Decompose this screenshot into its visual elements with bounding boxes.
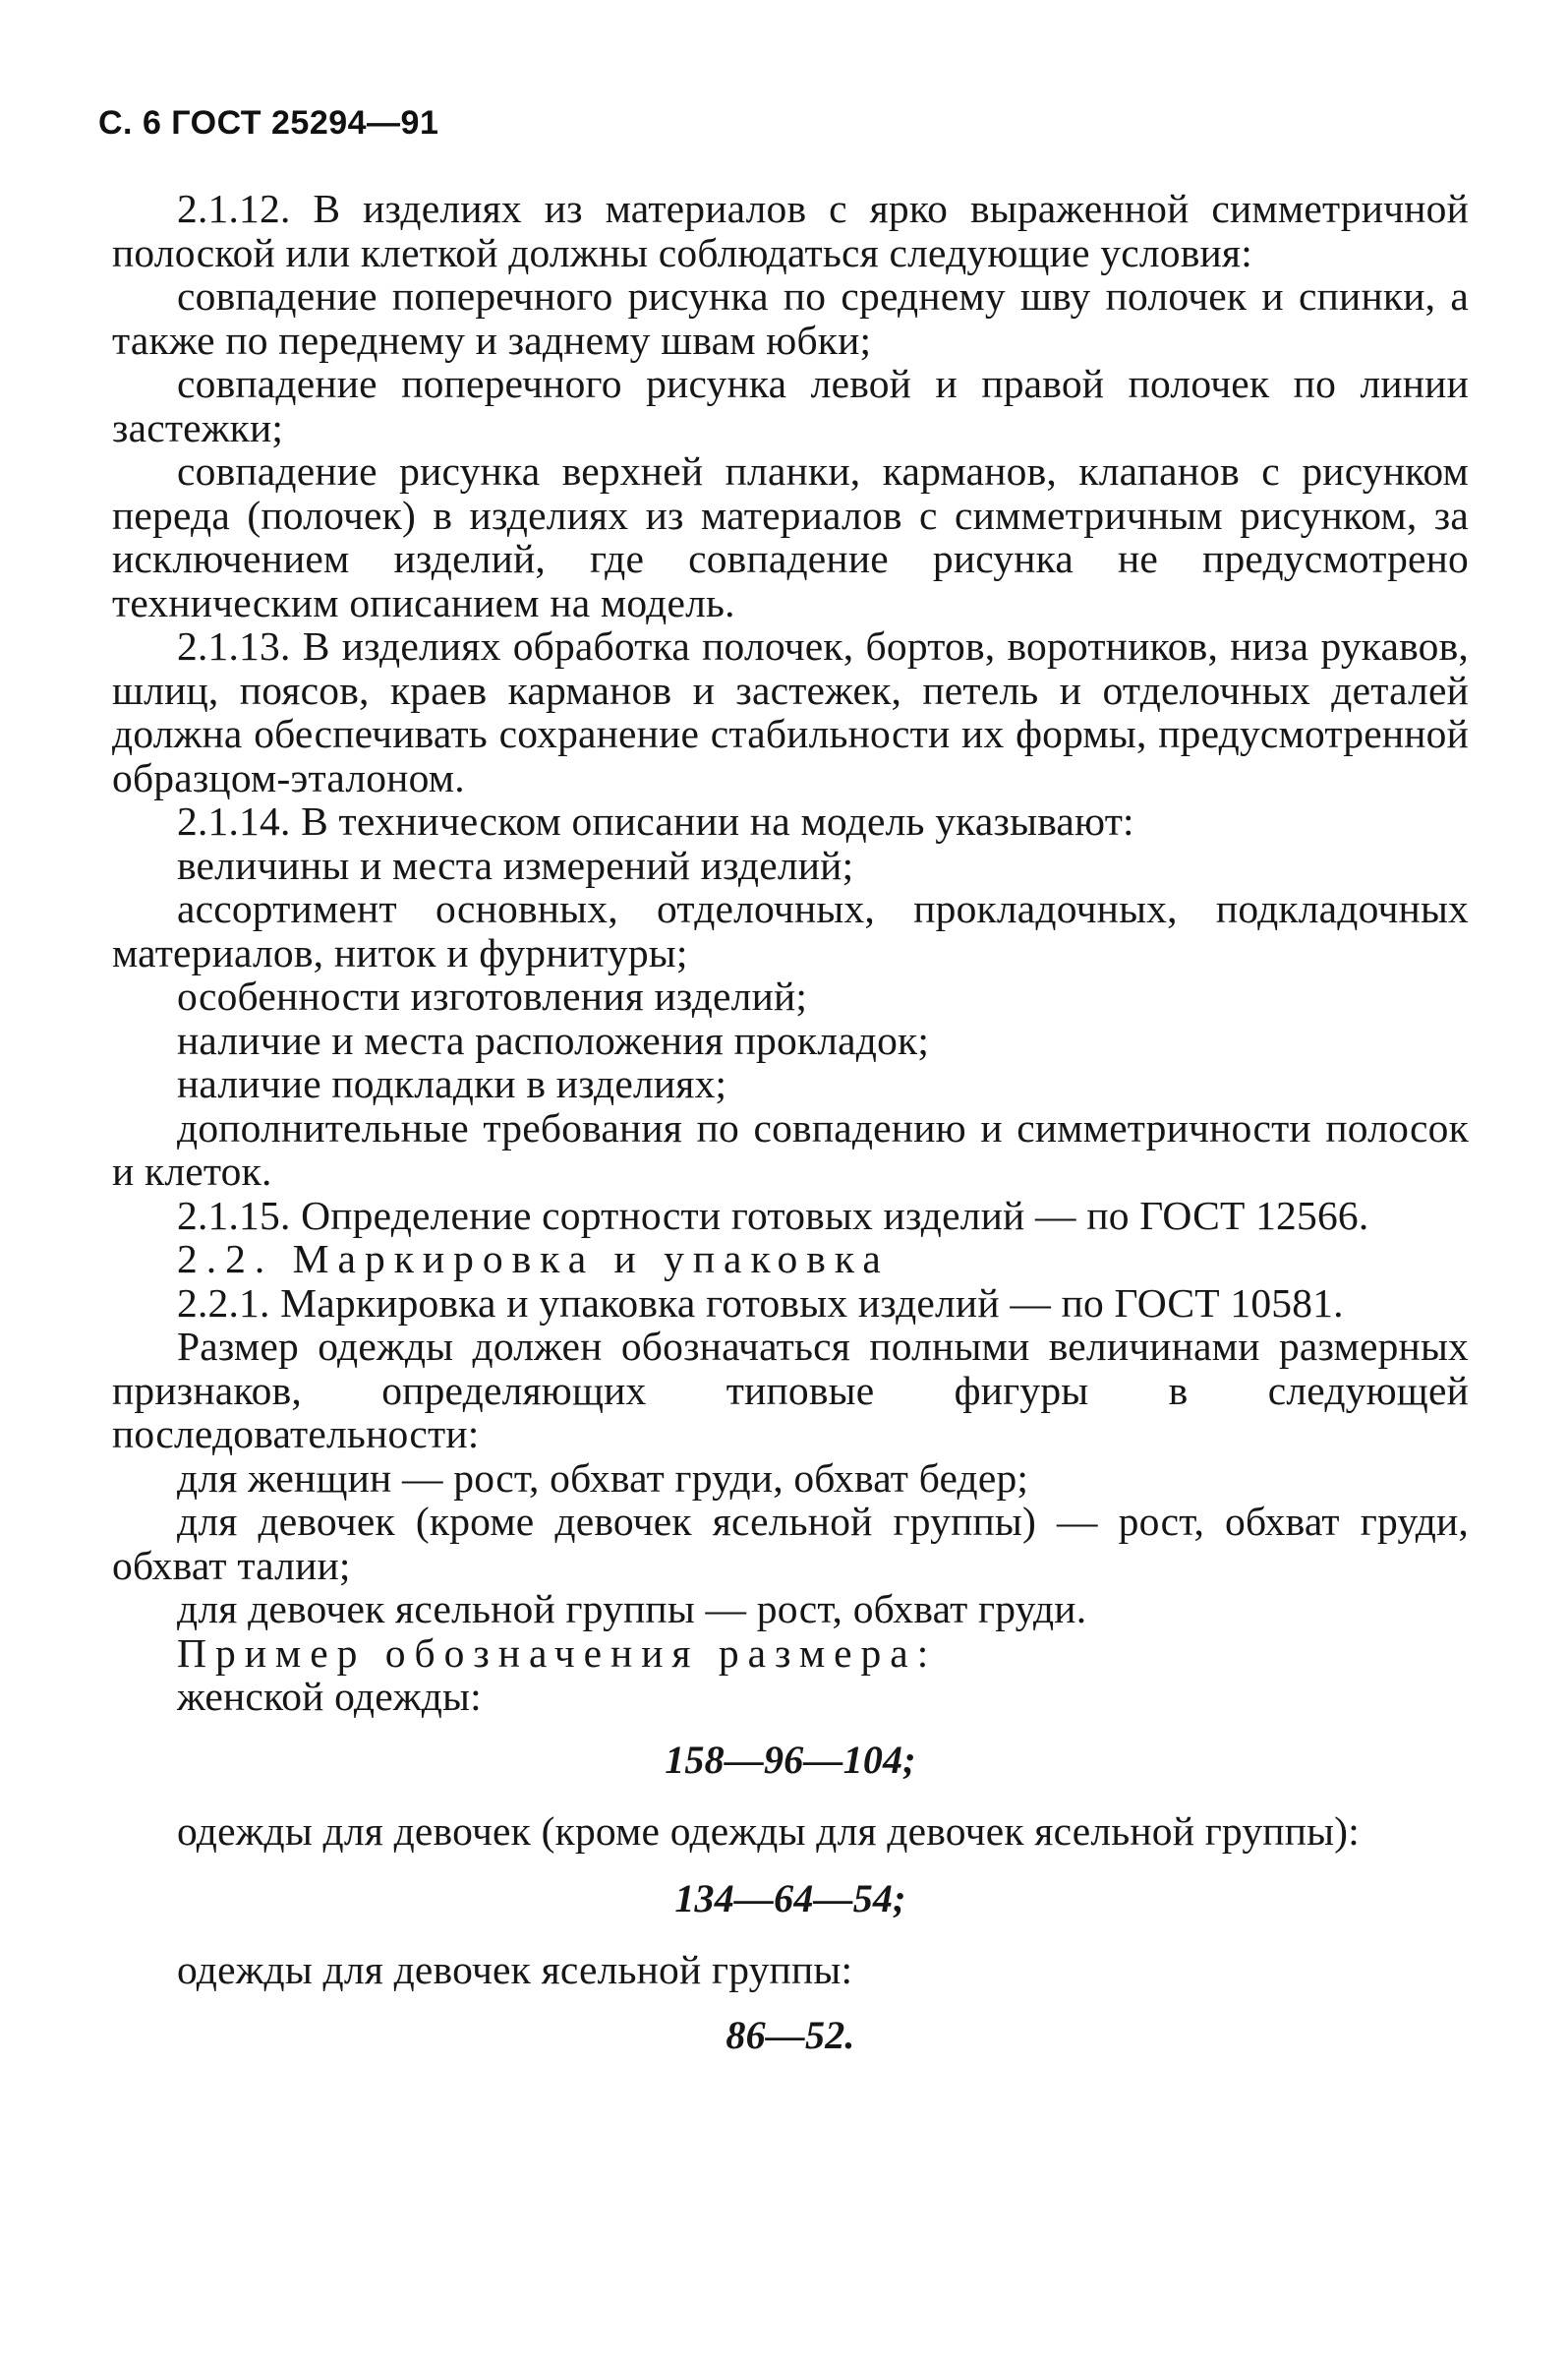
- paragraph-2-2-1: 2.2.1. Маркировка и упаковка готовых изделий — по ГОСТ 10581.: [177, 1279, 1344, 1326]
- size-example: 158—96—104;: [665, 1737, 916, 1782]
- list-item: для женщин — рост, обхват груди, обхват бедер;: [177, 1454, 1029, 1501]
- size-example: 86—52.: [726, 2012, 855, 2057]
- list-item: наличие и места расположения прокладок;: [177, 1017, 930, 1063]
- paragraph-2-1-12: 2.1.12. В изделиях из материалов с ярко выраженной симметричной полоской или клеткой должны соблюдаться следующие условия:: [112, 186, 1469, 275]
- list-item: особенности изготовления изделий;: [177, 974, 808, 1019]
- list-item: наличие подкладки в изделиях;: [177, 1061, 727, 1106]
- size-example: 134—64—54;: [674, 1875, 906, 1920]
- paragraph-2-1-13: 2.1.13. В изделиях обработка полочек, бортов, воротников, низа рукавов, шлиц, поясов, краев карманов и застежек, петель и отделочных деталей должна обеспечивать сохранение стабильности их формы, предусмотренной образцом-эталоном.: [112, 623, 1469, 800]
- paragraph-2-1-15: 2.1.15. Определение сортности готовых изделий — по ГОСТ 12566.: [177, 1192, 1369, 1238]
- list-item: для девочек (кроме девочек ясельной группы) — рост, обхват груди, обхват талии;: [112, 1499, 1469, 1588]
- paragraph-2-1-14: 2.1.14. В техническом описании на модель указывают:: [177, 798, 1134, 844]
- example-heading: Пример обозначения размера:: [177, 1629, 938, 1676]
- list-item: величины и места измерений изделий;: [177, 842, 854, 888]
- example-label: одежды для девочек (кроме одежды для девочек ясельной группы):: [177, 1808, 1360, 1854]
- list-item: совпадение поперечного рисунка по среднему шву полочек и спинки, а также по переднему и заднему швам юбки;: [112, 273, 1469, 363]
- page-header: С. 6 ГОСТ 25294—91: [98, 104, 439, 142]
- list-item: совпадение поперечного рисунка левой и правой полочек по линии застежки;: [112, 361, 1469, 450]
- list-item: для девочек ясельной группы — рост, обхват груди.: [177, 1586, 1087, 1631]
- section-heading-2-2: 2.2. Маркировка и упаковка: [177, 1236, 890, 1281]
- paragraph-size-designation: Размер одежды должен обозначаться полными величинами размерных признаков, определяющих типовые фигуры в следующей последовательности:: [112, 1324, 1469, 1456]
- document-body: [112, 187, 1469, 2057]
- list-item: дополнительные требования по совпадению и симметричности полосок и клеток.: [112, 1104, 1469, 1194]
- example-label: одежды для девочек ясельной группы:: [177, 1947, 853, 1992]
- list-item: ассортимент основных, отделочных, прокладочных, подкладочных материалов, ниток и фурнитуры;: [112, 886, 1469, 975]
- list-item: совпадение рисунка верхней планки, карманов, клапанов с рисунком переда (полочек) в изделиях из материалов с симметричным рисунком, за исключением изделий, где совпадение рисунка не предусмотрено техническим описанием на модель.: [112, 448, 1469, 625]
- example-label: женской одежды:: [177, 1674, 482, 1719]
